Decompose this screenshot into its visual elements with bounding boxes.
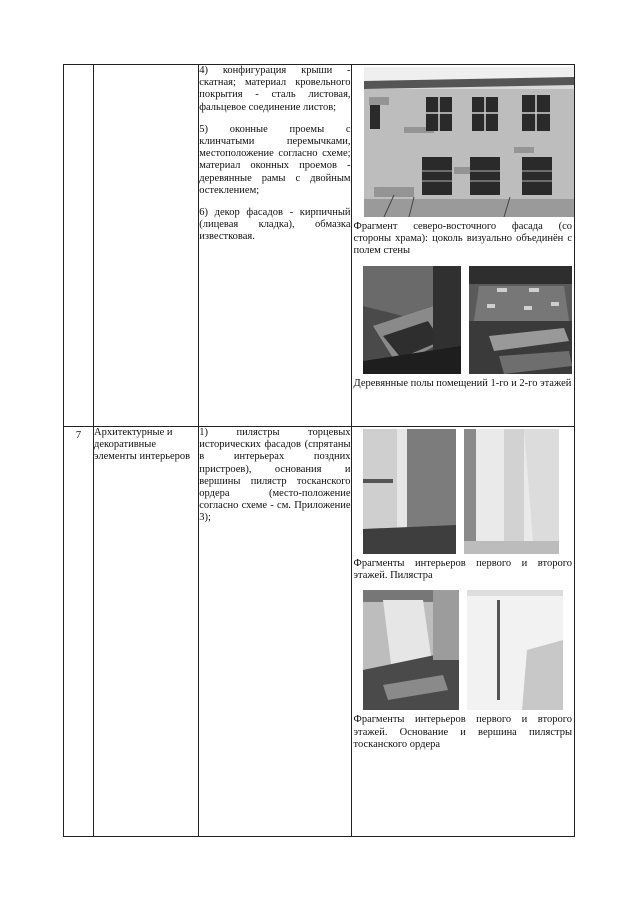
cell-photos <box>351 65 574 427</box>
floor-photo-1 <box>363 266 461 374</box>
pilaster-photo-2 <box>464 429 559 554</box>
paragraph: 4) конфигурация крыши - скатная; материал кровельного покрытия - сталь листовая, фальцевое соединение листов; <box>199 65 351 113</box>
floor-photo-2 <box>469 266 572 374</box>
photo-caption: Фрагменты интерьеров первого и второго этажей. Пилястра <box>353 558 572 582</box>
table-row <box>64 65 575 427</box>
cell-photos <box>351 427 574 837</box>
document-table <box>63 64 575 837</box>
pilaster-base-photo <box>363 590 459 710</box>
table-row <box>64 427 575 837</box>
cell-description <box>199 65 351 427</box>
pilaster-photo-1 <box>363 429 456 554</box>
element-description: 1) пилястры торцевых исторических фасадов (спрятаны в интерьерах поздних пристроев), основания и вершины пилястр тосканского ордера (место-положение согласно схеме - см. Приложение 3); <box>199 427 351 837</box>
photo-caption: Фрагмент северо-восточного фасада (со стороны храма): цоколь визуально объединён с полем стены <box>353 221 572 257</box>
pilaster-capital-photo <box>467 590 563 710</box>
paragraph: 6) декор фасадов - кирпичный (лицевая кладка), обмазка известковая. <box>199 207 351 243</box>
row-number: 7 <box>64 427 94 837</box>
element-name: Архитектурные и декоративные элементы интерьеров <box>94 427 199 837</box>
photo-caption: Фрагменты интерьеров первого и второго этажей. Основание и вершина пилястры тосканского ордера <box>353 714 572 750</box>
cell-name <box>94 65 199 427</box>
cell-number <box>64 65 94 427</box>
paragraph: 5) оконные проемы с клинчатыми перемычками, местоположение согласно схеме; материал оконных проемов - деревянные рамы с двойным остеклением; <box>199 123 351 196</box>
photo-caption: Деревянные полы помещений 1-го и 2-го этажей <box>353 377 572 389</box>
facade-photo <box>364 67 574 217</box>
